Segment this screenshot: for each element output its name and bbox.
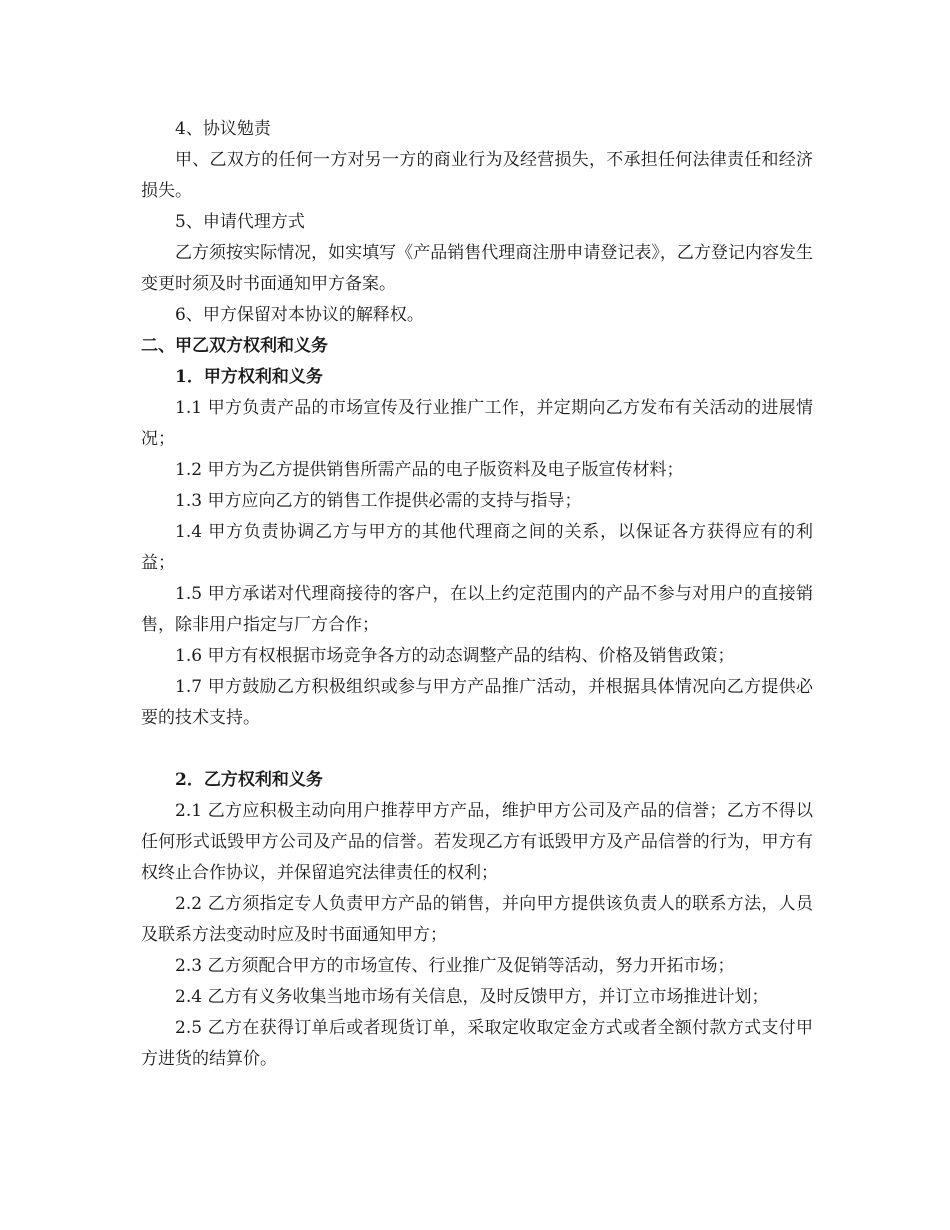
document-page — [141, 114, 813, 1075]
clause-1-7: 1.7 甲方鼓励乙方积极组织或参与甲方产品推广活动，并根据具体情况向乙方提供必要的技术支持。 — [141, 677, 813, 728]
clause-heading-4: 4、协议勉责 — [175, 119, 271, 139]
clause-1-5: 1.5 甲方承诺对代理商接待的客户，在以上约定范围内的产品不参与对用户的直接销售，除非用户指定与厂方合作； — [141, 584, 813, 635]
clause-2-2: 2.2 乙方须指定专人负责甲方产品的销售，并向甲方提供该负责人的联系方法，人员及联系方法变动时应及时书面通知甲方； — [141, 894, 813, 945]
clause-2-4: 2.4 乙方有义务收集当地市场有关信息，及时反馈甲方，并订立市场推进计划； — [175, 987, 769, 1007]
clause-2-1: 2.1 乙方应积极主动向用户推荐甲方产品，维护甲方公司及产品的信誉；乙方不得以任何形式诋毁甲方公司及产品的信誉。若发现乙方有诋毁甲方及产品信誉的行为，甲方有权终止合作协议，并保留追究法律责任的权利； — [141, 801, 813, 883]
blank-line — [141, 734, 813, 765]
subsection-heading-party-a: 1．甲方权利和义务 — [175, 367, 323, 387]
clause-2-5: 2.5 乙方在获得订单后或者现货订单，采取定收取定金方式或者全额付款方式支付甲方进货的结算价。 — [141, 1018, 813, 1069]
clause-1-3: 1.3 甲方应向乙方的销售工作提供必需的支持与指导； — [175, 491, 582, 511]
clause-body-4: 甲、乙双方的任何一方对另一方的商业行为及经营损失，不承担任何法律责任和经济损失。 — [141, 150, 813, 201]
clause-1-6: 1.6 甲方有权根据市场竞争各方的动态调整产品的结构、价格及销售政策； — [175, 646, 735, 666]
clause-1-2: 1.2 甲方为乙方提供销售所需产品的电子版资料及电子版宣传材料； — [175, 460, 684, 480]
section-heading-rights: 二、甲乙双方权利和义务 — [141, 336, 328, 356]
clause-6: 6、甲方保留对本协议的解释权。 — [175, 305, 424, 325]
clause-heading-5: 5、申请代理方式 — [175, 212, 305, 232]
clause-1-4: 1.4 甲方负责协调乙方与甲方的其他代理商之间的关系，以保证各方获得应有的利益； — [141, 522, 813, 573]
clause-body-5: 乙方须按实际情况，如实填写《产品销售代理商注册申请登记表》，乙方登记内容发生变更时须及时书面通知甲方备案。 — [141, 243, 813, 294]
clause-1-1: 1.1 甲方负责产品的市场宣传及行业推广工作，并定期向乙方发布有关活动的进展情况； — [141, 398, 813, 449]
subsection-heading-party-b: 2．乙方权利和义务 — [175, 770, 323, 790]
clause-2-3: 2.3 乙方须配合甲方的市场宣传、行业推广及促销等活动，努力开拓市场； — [175, 956, 735, 976]
